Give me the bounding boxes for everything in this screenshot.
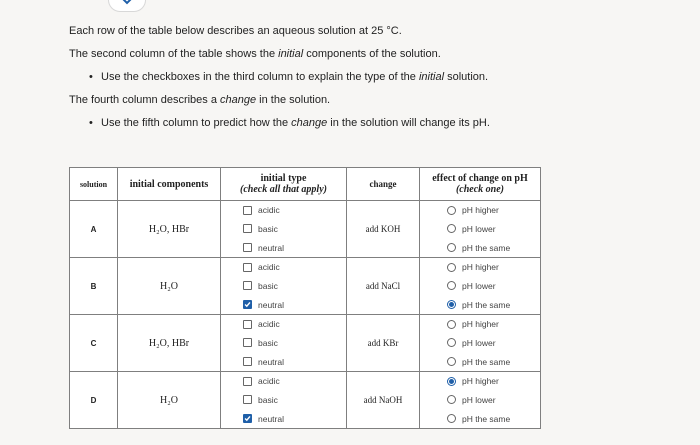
radio-icon[interactable] [447,414,456,423]
checkbox-icon[interactable] [243,377,252,386]
solution-label: A [70,201,118,258]
checkbox-neutral[interactable]: neutral [221,239,346,257]
radio-icon[interactable] [447,320,456,329]
solution-label: B [70,258,118,315]
solutions-table [69,167,541,429]
header-change: change [347,168,420,201]
header-initial-type: initial type (check all that apply) [221,168,347,201]
radio-ph-same[interactable]: pH the same [420,239,540,257]
table-row [70,372,541,429]
radio-ph-higher[interactable]: pH higher [420,258,540,276]
radio-icon[interactable] [447,377,456,386]
initial-components: H₂O, HBr [118,315,221,372]
checkbox-basic[interactable]: basic [221,334,346,352]
table-row [70,315,541,372]
fourth-column-note: The fourth column describes a change in the solution. [69,94,331,106]
checkbox-icon[interactable] [243,320,252,329]
radio-icon[interactable] [447,357,456,366]
radio-ph-higher[interactable]: pH higher [420,315,540,333]
radio-ph-lower[interactable]: pH lower [420,220,540,238]
checkbox-acidic[interactable]: acidic [221,315,346,333]
checkbox-icon[interactable] [243,357,252,366]
change-text: add KBr [347,315,420,372]
checkbox-neutral[interactable]: neutral [221,296,346,314]
bullet-third-column: • Use the checkboxes in the third column to explain the type of the initial solution. [101,71,488,83]
checkbox-acidic[interactable]: acidic [221,372,346,390]
initial-components: H₂O [118,372,221,429]
checkbox-icon[interactable] [243,281,252,290]
radio-ph-lower[interactable]: pH lower [420,277,540,295]
intro-line: Each row of the table below describes an aqueous solution at 25 °C. [69,25,402,37]
radio-icon[interactable] [447,243,456,252]
checkbox-neutral[interactable]: neutral [221,410,346,428]
checkbox-icon[interactable] [243,263,252,272]
checkbox-icon[interactable] [243,414,252,423]
checkbox-basic[interactable]: basic [221,277,346,295]
checkbox-basic[interactable]: basic [221,220,346,238]
checkbox-icon[interactable] [243,300,252,309]
change-text: add NaCl [347,258,420,315]
checkbox-neutral[interactable]: neutral [221,353,346,371]
radio-ph-same[interactable]: pH the same [420,410,540,428]
checkbox-acidic[interactable]: acidic [221,201,346,219]
chevron-down-icon [119,0,135,5]
solution-label: D [70,372,118,429]
radio-icon[interactable] [447,206,456,215]
radio-icon[interactable] [447,395,456,404]
change-text: add KOH [347,201,420,258]
checkbox-icon[interactable] [243,224,252,233]
second-column-note: The second column of the table shows the initial components of the solution. [69,48,441,60]
checkbox-acidic[interactable]: acidic [221,258,346,276]
radio-ph-lower[interactable]: pH lower [420,391,540,409]
header-effect: effect of change on pH (check one) [420,168,541,201]
checkbox-icon[interactable] [243,206,252,215]
initial-components: H₂O [118,258,221,315]
checkbox-icon[interactable] [243,338,252,347]
change-text: add NaOH [347,372,420,429]
bullet-fifth-column: • Use the fifth column to predict how the change in the solution will change its pH. [101,117,490,129]
initial-components: H₂O, HBr [118,201,221,258]
collapse-toggle[interactable] [108,0,146,12]
table-header-row [70,168,541,201]
radio-ph-higher[interactable]: pH higher [420,372,540,390]
radio-icon[interactable] [447,263,456,272]
table-row [70,258,541,315]
header-solution: solution [70,168,118,201]
checkbox-basic[interactable]: basic [221,391,346,409]
radio-icon[interactable] [447,224,456,233]
radio-ph-lower[interactable]: pH lower [420,334,540,352]
checkbox-icon[interactable] [243,395,252,404]
radio-icon[interactable] [447,281,456,290]
solution-label: C [70,315,118,372]
header-initial-components: initial components [118,168,221,201]
radio-ph-same[interactable]: pH the same [420,296,540,314]
checkbox-icon[interactable] [243,243,252,252]
radio-icon[interactable] [447,300,456,309]
radio-ph-higher[interactable]: pH higher [420,201,540,219]
table-row [70,201,541,258]
radio-icon[interactable] [447,338,456,347]
radio-ph-same[interactable]: pH the same [420,353,540,371]
